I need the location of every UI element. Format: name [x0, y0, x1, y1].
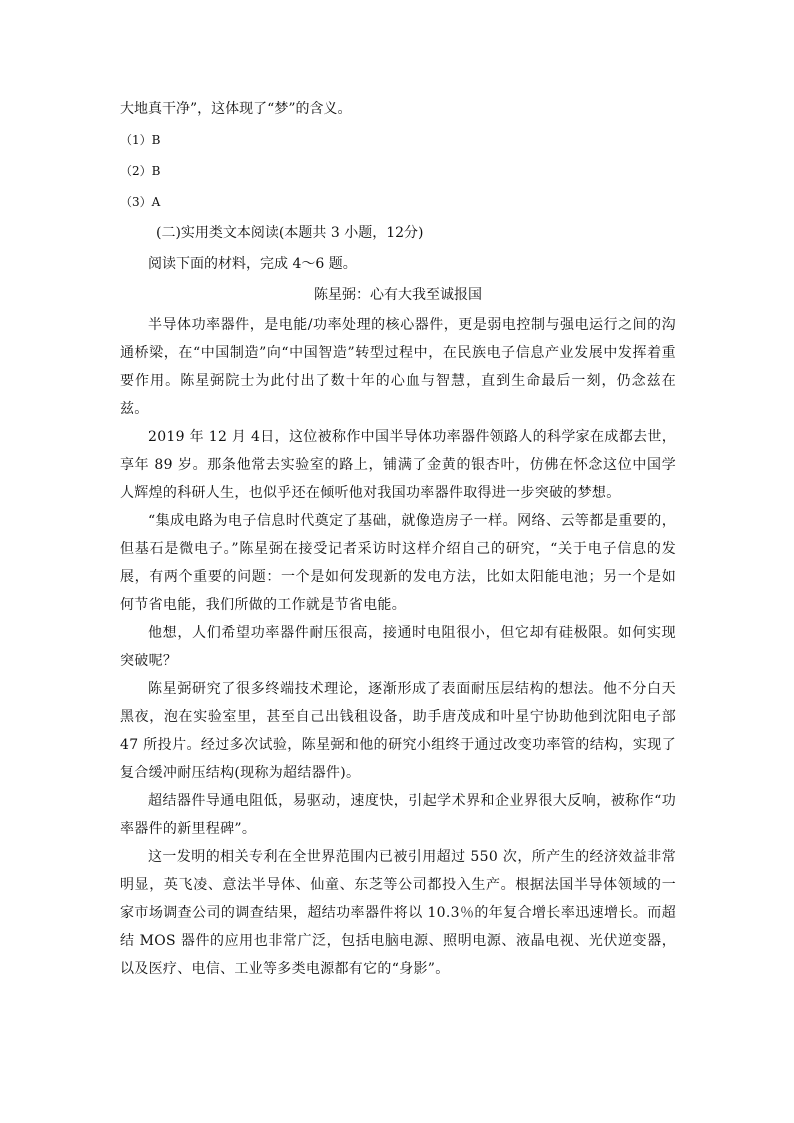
paragraph-3: “集成电路为电子信息时代奠定了基础，就像造房子一样。网络、云等都是重要的，但基石是微电子。”陈星弼在接受记者采访时这样介绍自己的研究，“关于电子信息的发展，有两个重要的问题：一个是如何发现新的发电方法，比如太阳能电池；另一个是如何节省电能，我们所做的工作就是节省电能。 — [120, 513, 676, 613]
section-heading: (二)实用类文本阅读(本题共 3 小题，12分) — [156, 225, 424, 241]
paragraph-6: 超结器件导通电阻低，易驱动，速度快，引起学术界和企业界很大反响，被称作“功率器件的新里程碑”。 — [120, 793, 676, 837]
intro-line: 大地真干净”，这体现了“梦”的含义。 — [120, 101, 352, 117]
answer-2: （2）B — [120, 164, 161, 178]
paragraph-7: 这一发明的相关专利在全世界范围内已被引用超过 550 次，所产生的经济效益非常明显，英飞凌、意法半导体、仙童、东芝等公司都投入生产。根据法国半导体领域的一家市场调查公司的调查结果，超结功率器件将以 10.3％的年复合增长率迅速增长。而超结 MOS 器件的应用也非常广泛，包括电脑电源、照明电源、液晶电视、光伏逆变器，以及医疗、电信、工业等多类电源都有它的“身影”。 — [120, 849, 676, 977]
answer-3: （3）A — [120, 195, 161, 209]
article-title: 陈星弼：心有大我至诚报国 — [314, 287, 482, 303]
answer-1: （1）B — [120, 133, 161, 147]
paragraph-1: 半导体功率器件，是电能/功率处理的核心器件，更是弱电控制与强电运行之间的沟通桥梁，在“中国制造”向“中国智造”转型过程中，在民族电子信息产业发展中发挥着重要作用。陈星弼院士为此付出了数十年的心血与智慧，直到生命最后一刻，仍念兹在兹。 — [120, 317, 676, 417]
paragraph-2: 2019 年 12 月 4日，这位被称作中国半导体功率器件领路人的科学家在成都去世，享年 89 岁。那条他常去实验室的路上，铺满了金黄的银杏叶，仿佛在怀念这位中国学人辉煌的科研人生，也似乎还在倾听他对我国功率器件取得进一步突破的梦想。 — [120, 429, 676, 501]
paragraph-4: 他想，人们希望功率器件耐压很高，接通时电阻很小，但它却有硅极限。如何实现突破呢？ — [120, 625, 676, 669]
document-content — [120, 98, 676, 983]
paragraph-5: 陈星弼研究了很多终端技术理论，逐渐形成了表面耐压层结构的想法。他不分白天黑夜，泡在实验室里，甚至自己出钱租设备，助手唐茂成和叶星宁协助他到沈阳电子部 47 所投片。经过多次试验，陈星弼和他的研究小组终于通过改变功率管的结构，实现了复合缓冲耐压结构(现称为超结器件)。 — [120, 681, 676, 781]
instruction-line: 阅读下面的材料，完成 4～6 题。 — [148, 256, 357, 272]
